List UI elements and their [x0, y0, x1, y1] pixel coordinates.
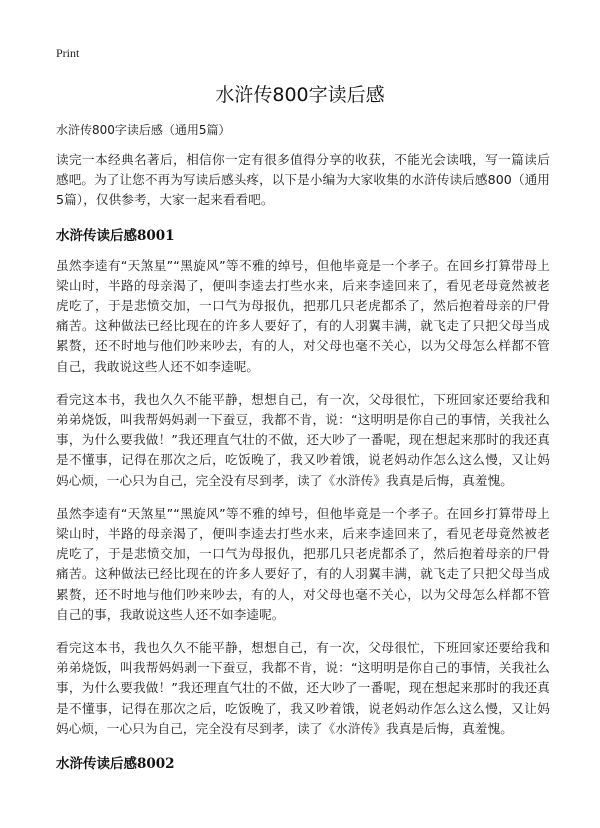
section-2	[56, 752, 550, 772]
page-title: 水浒传800字读后感	[215, 84, 385, 106]
section-heading: 水浒传读后感8001	[56, 227, 175, 244]
paragraph: 虽然李逵有“天煞星”“黑旋风”等不雅的绰号，但他毕竟是一个孝子。在回乡打算带母上梁山时，半路的母亲渴了，便叫李逵去打些水来，后来李逵回来了，看见老母竟然被老虎吃了，于是悲愤交加，一口气为母报仇，把那几只老虎都杀了，然后抱着母亲的尸骨痛苦。这种做法已经比现在的许多人要好了，有的人羽翼丰满，就飞走了只把父母当成累赘，还不时地与他们吵来吵去，有的人，对父母也毫不关心，以为父母怎么样都不管自己，我敢说这些人还不如李逵呢。	[56, 257, 550, 374]
paragraph: 虽然李逵有“天煞星”“黑旋风”等不雅的绰号，但他毕竟是一个孝子。在回乡打算带母上梁山时，半路的母亲渴了，便叫李逵去打些水来，后来李逵回来了，看见老母竟然被老虎吃了，于是悲愤交加，一口气为母报仇，把那几只老虎都杀了，然后抱着母亲的尸骨痛苦。这种做法已经比现在的许多人要好了，有的人羽翼丰满，就飞走了只把父母当成累赘，还不时地与他们吵来吵去，有的人，对父母也毫不关心，以为父母怎么样都不管自己的事，我敢说这些人还不如李逵呢。	[56, 505, 550, 622]
intro-paragraph: 读完一本经典名著后，相信你一定有很多值得分享的收获，不能光会读哦，写一篇读后感吧。为了让您不再为写读后感头疼，以下是小编为大家收集的水浒传读后感800（通用5篇），仅供参考，大家一起来看看吧。	[56, 152, 551, 208]
paragraph: 看完这本书，我也久久不能平静，想想自己，有一次，父母很忙，下班回家还要给我和弟弟烧饭，叫我帮妈妈剥一下蚕豆，我都不肯，说：“这明明是你自己的事情，关我社么事，为什么要我做！”我还理直气壮的不做，还大吵了一番呢，现在想起来那时的我还真是不懂事，记得在那次之后，吃饭晚了，我又吵着饿，说老妈动作怎么这么慢，又让妈妈心烦，一心只为自己，完全没有尽到孝，读了《水浒传》我真是后悔，真羞愧。	[56, 391, 550, 488]
section-heading: 水浒传读后感8002	[56, 756, 175, 773]
section-1	[56, 224, 550, 739]
print-link[interactable]: Print	[56, 46, 80, 60]
subtitle: 水浒传800字读后感（通用5篇）	[56, 123, 231, 137]
paragraph: 看完这本书，我也久久不能平静，想想自己，有一次，父母很忙，下班回家还要给我和弟弟烧饭，叫我帮妈妈剥一下蚕豆，我都不肯，说：“这明明是你自己的事情，关我社么事，为什么要我做！”我还理直气壮的不做，还大吵了一番呢，现在想起来那时的我还真是不懂事，记得在那次之后，吃饭晚了，我又吵着饿，说老妈动作怎么这么慢，又让妈妈心烦，一心只为自己，完全没有尽到孝，读了《水浒传》我真是后悔，真羞愧。	[56, 640, 550, 736]
article-body	[56, 150, 550, 784]
